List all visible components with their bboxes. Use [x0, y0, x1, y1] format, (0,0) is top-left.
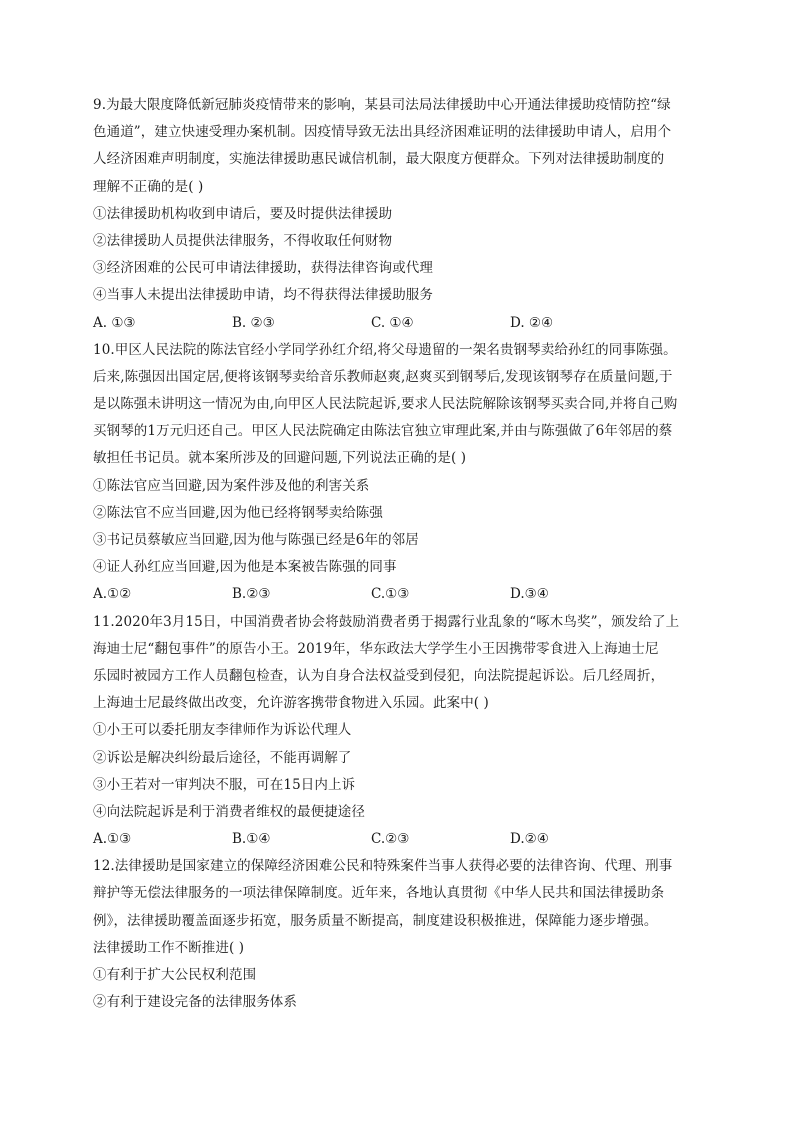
question-9 — [93, 92, 703, 337]
question-stem-line: 敏担任书记员。就本案所涉及的回避问题,下列说法正确的是( ) — [93, 450, 467, 467]
question-stem-line: 理解不正确的是( ) — [93, 178, 204, 195]
option-c: C. ①④ — [371, 314, 414, 331]
question-10 — [93, 337, 703, 609]
answer-options — [93, 310, 703, 337]
question-stem-line: 法律援助工作不断推进( ) — [93, 939, 245, 956]
question-12 — [93, 853, 703, 1016]
question-stem-line: 海迪士尼“翻包事件”的原告小王。2019年，华东政法大学学生小王因携带零食进入上海迪士尼 — [93, 640, 659, 657]
question-stem-line: 11.2020年3月15日，中国消费者协会将鼓励消费者勇于揭露行业乱象的“啄木鸟奖”，颁发给了上 — [93, 613, 680, 630]
statement-item: ④当事人未提出法律援助申请，均不得获得法律援助服务 — [93, 287, 433, 304]
statement-item: ①小王可以委托朋友李律师作为诉讼代理人 — [93, 722, 352, 739]
statement-item: ②有利于建设完备的法律服务体系 — [93, 994, 297, 1011]
question-11 — [93, 609, 703, 854]
question-stem-line: 乐园时被园方工作人员翻包检查，认为自身合法权益受到侵犯，向法院提起诉讼。后几经周折， — [93, 667, 665, 684]
question-stem-line: 12.法律援助是国家建立的保障经济困难公民和特殊案件当事人获得必要的法律咨询、代理、刑事 — [93, 858, 673, 875]
question-stem-line: 辩护等无偿法律服务的一项法律保障制度。近年来，各地认真贯彻《中华人民共和国法律援助条 — [93, 885, 665, 902]
statement-item: ①陈法官应当回避,因为案件涉及他的利害关系 — [93, 477, 370, 494]
option-d: D. ②④ — [510, 314, 554, 331]
question-stem-line: 例》，法律援助覆盖面逐步拓宽，服务质量不断提高，制度建设积极推进，保障能力逐步增强。 — [93, 912, 658, 929]
question-stem-line: 9.为最大限度降低新冠肺炎疫情带来的影响，某县司法局法律援助中心开通法律援助疫情防控“绿 — [93, 97, 671, 113]
exam-page — [93, 92, 703, 1016]
question-stem-line: 上海迪士尼最终做出改变，允许游客携带食物进入乐园。此案中( ) — [93, 695, 489, 712]
option-b: B.①④ — [232, 831, 271, 848]
statement-item: ②陈法官不应当回避,因为他已经将钢琴卖给陈强 — [93, 504, 383, 521]
statement-item: ②法律援助人员提供法律服务，不得收取任何财物 — [93, 232, 393, 249]
option-b: B.②③ — [232, 586, 271, 603]
option-d: D.③④ — [510, 586, 549, 603]
question-stem-line: 人经济困难声明制度，实施法律援助惠民诚信机制，最大限度方便群众。下列对法律援助制度的 — [93, 151, 665, 168]
question-stem-line: 10.甲区人民法院的陈法官经小学同学孙红介绍,将父母遗留的一架名贵钢琴卖给孙红的同事陈强。 — [93, 341, 677, 358]
option-d: D.②④ — [510, 831, 549, 848]
option-c: C.②③ — [371, 831, 410, 848]
answer-options — [93, 826, 703, 853]
option-a: A.①③ — [93, 831, 132, 848]
question-stem-line: 买钢琴的1万元归还自己。甲区人民法院确定由陈法官独立审理此案,并由与陈强做了6年邻居的蔡 — [93, 423, 673, 440]
question-stem-line: 是以陈强未讲明这一情况为由,向甲区人民法院起诉,要求人民法院解除该钢琴买卖合同,并将自己购 — [93, 396, 678, 413]
option-a: A. ①③ — [93, 314, 136, 331]
statement-item: ③书记员蔡敏应当回避,因为他与陈强已经是6年的邻居 — [93, 532, 419, 548]
option-a: A.①② — [93, 586, 132, 603]
statement-item: ①法律援助机构收到申请后，要及时提供法律援助 — [93, 205, 393, 222]
statement-item: ①有利于扩大公民权利范围 — [93, 967, 257, 983]
question-stem-line: 后来,陈强因出国定居,便将该钢琴卖给音乐教师赵爽,赵爽买到钢琴后,发现该钢琴存在质量问题,于 — [93, 368, 673, 385]
option-b: B. ②③ — [232, 314, 275, 331]
statement-item: ③经济困难的公民可申请法律援助，获得法律咨询或代理 — [93, 260, 433, 277]
statement-item: ③小王若对一审判决不服，可在15日内上诉 — [93, 776, 356, 793]
question-stem-line: 色通道”，建立快速受理办案机制。因疫情导致无法出具经济困难证明的法律援助申请人，启用个 — [93, 124, 672, 141]
statement-item: ②诉讼是解决纠纷最后途径，不能再调解了 — [93, 749, 352, 766]
option-c: C.①③ — [371, 586, 410, 603]
answer-options — [93, 581, 703, 608]
statement-item: ④向法院起诉是利于消费者维权的最便捷途径 — [93, 803, 365, 820]
statement-item: ④证人孙红应当回避,因为他是本案被告陈强的同事 — [93, 559, 397, 576]
